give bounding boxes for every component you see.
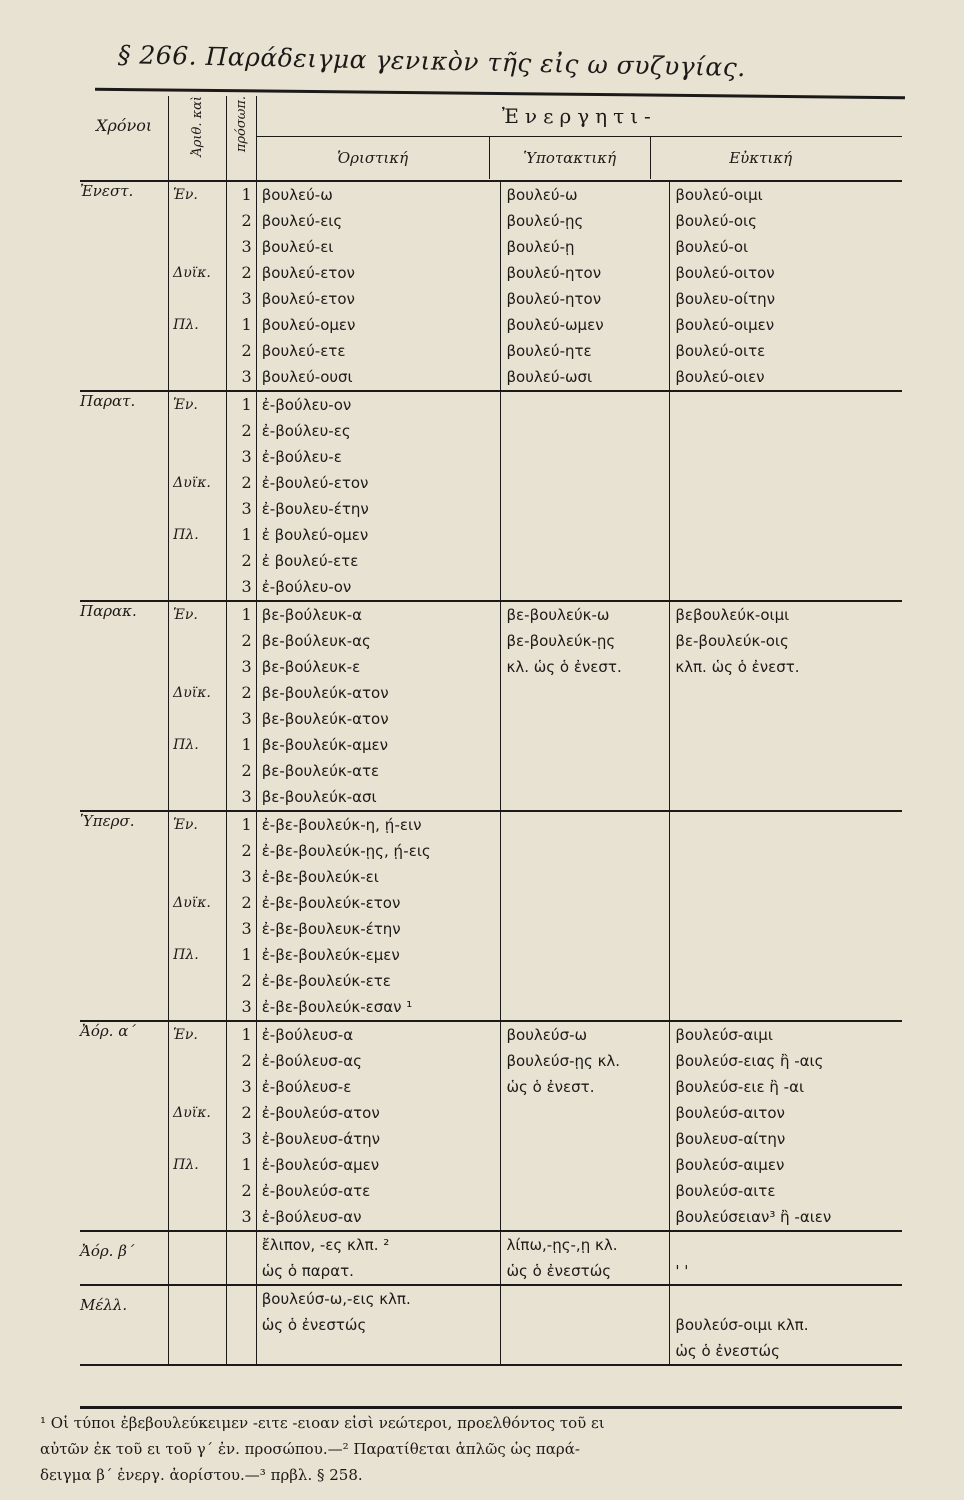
person-number: 2 [241, 211, 252, 230]
indicative-form: βουλεύ-εις [261, 212, 343, 230]
person-number: 2 [241, 1051, 252, 1070]
person-number: 2 [241, 341, 252, 360]
persons-column [227, 601, 257, 811]
footnote-line: δειγμα β΄ ἐνεργ. ἀορίστου.—³ πρβλ. § 258. [40, 1466, 363, 1484]
numbers-column [169, 1285, 227, 1365]
tense-label: Παρακ. [80, 601, 169, 811]
indicative-form: ἐ-βε-βουλεύκ-η, ῄ-ειν [261, 816, 422, 834]
tense-label: Ἀόρ. β΄ [80, 1231, 169, 1285]
optative-form: βουλεύ-οιτε [675, 342, 766, 360]
optative-column [670, 1285, 902, 1365]
number-label [169, 628, 226, 654]
number-label [169, 838, 226, 864]
header-active-voice: Ἐνεργητι- [257, 96, 902, 137]
subjunctive-form: λίπω,-ῃς-,ῃ κλ. [506, 1236, 618, 1254]
number-label [169, 208, 226, 234]
person-number: 3 [241, 867, 252, 886]
indicative-form: ἐ-βουλεύ-ετον [261, 474, 369, 492]
tense-label: Ἀόρ. α΄ [80, 1021, 169, 1231]
person-number: 3 [241, 709, 252, 728]
number-label: Πλ. [173, 947, 199, 963]
header-active [256, 96, 902, 181]
persons-column [227, 1021, 257, 1231]
indicative-form: ἐ-βούλευσ-α [261, 1026, 354, 1044]
person-number: 2 [241, 971, 252, 990]
optative-form [670, 680, 902, 706]
number-label [169, 1204, 226, 1230]
number-label [169, 1338, 226, 1364]
optative-form [670, 392, 902, 418]
optative-form: βουλεύ-οιτον [675, 264, 775, 282]
number-label [169, 706, 226, 732]
optative-form: κλπ. ὡς ὁ ἐνεστ. [675, 658, 800, 676]
persons-column [227, 1231, 257, 1285]
subjunctive-form [501, 812, 669, 838]
subjunctive-form: βουλεύ-ητον [506, 290, 602, 308]
person-number: 2 [241, 1103, 252, 1122]
tense-label: Παρατ. [80, 391, 169, 601]
tense-label: Μέλλ. [80, 1285, 169, 1365]
number-label [169, 994, 226, 1020]
subjunctive-form [501, 890, 669, 916]
subjunctive-form [501, 444, 669, 470]
indicative-form: ἐ-βούλευ-ον [261, 396, 352, 414]
optative-form [670, 784, 902, 810]
optative-form: βουλεύσ-ειας ἢ -αις [675, 1052, 824, 1070]
optative-form [670, 916, 902, 942]
tense-label: Ἐνεστ. [80, 181, 169, 391]
number-label [169, 338, 226, 364]
subjunctive-column [501, 391, 670, 601]
number-label [169, 968, 226, 994]
page-title: § 266. Παράδειγμα γενικὸν τῆς εἰς ω συζυγίας. [117, 40, 747, 83]
person-number: 3 [241, 1077, 252, 1096]
persons-column [227, 181, 257, 391]
indicative-form: βουλεύ-ω [261, 186, 333, 204]
person-number: 3 [241, 577, 252, 596]
indicative-column [256, 1231, 501, 1285]
subjunctive-form [501, 522, 669, 548]
indicative-form: βουλεύ-ετον [261, 264, 355, 282]
optative-form: βουλεύσ-ειε ἢ -αι [675, 1078, 805, 1096]
subjunctive-form: βουλεύ-ῃς [506, 212, 584, 230]
person-number: 3 [241, 237, 252, 256]
optative-form: βουλεύσ-αιτε [675, 1182, 776, 1200]
indicative-form: βουλεύ-ετε [261, 342, 346, 360]
person-number: 3 [241, 997, 252, 1016]
indicative-form [257, 1338, 501, 1364]
indicative-form: βε-βουλεύκ-ασι [261, 788, 377, 806]
indicative-form: ἐ-βε-βουλευκ-έτην [261, 920, 401, 938]
indicative-form: βουλεύ-ουσι [261, 368, 353, 386]
header-row [80, 96, 902, 181]
optative-column [670, 601, 902, 811]
subjunctive-form: βουλεύ-ω [506, 186, 578, 204]
numbers-column [169, 1231, 227, 1285]
person-number [227, 1232, 256, 1258]
number-label: Δυϊκ. [173, 475, 211, 491]
subjunctive-form: βουλεύ-ωσι [506, 368, 593, 386]
footnote-line: ¹ Οἱ τύποι ἐβεβουλεύκειμεν -ειτε -ειοαν εἰσὶ νεώτεροι, προελθόντος τοῦ ει [40, 1414, 605, 1432]
subjunctive-form [501, 784, 669, 810]
indicative-form: ἐ-βε-βουλεύκ-ει [261, 868, 379, 886]
subjunctive-form [501, 548, 669, 574]
number-label [169, 1074, 226, 1100]
number-label [169, 1258, 226, 1284]
person-number: 3 [241, 787, 252, 806]
numbers-column [169, 1021, 227, 1231]
optative-column [670, 181, 902, 391]
subjunctive-form: βουλεύσ-ω [506, 1026, 588, 1044]
indicative-form: ὡς ὁ παρατ. [261, 1262, 354, 1280]
indicative-form: βε-βουλεύκ-αμεν [261, 736, 389, 754]
optative-form: βουλευσ-αίτην [675, 1130, 786, 1148]
number-label [169, 1286, 226, 1312]
person-number: 2 [241, 263, 252, 282]
person-number: 3 [241, 367, 252, 386]
subjunctive-form [501, 916, 669, 942]
optative-form: βουλεύσειαν³ ἢ -αιεν [675, 1208, 832, 1226]
number-label [169, 784, 226, 810]
subjunctive-column [501, 1285, 670, 1365]
indicative-form: ἐ-βούλευ-ε [261, 448, 342, 466]
person-number: 1 [241, 605, 252, 624]
optative-form [670, 968, 902, 994]
optative-form [670, 418, 902, 444]
indicative-column [256, 181, 501, 391]
footnotes [40, 1410, 930, 1488]
optative-form: βεβουλεύκ-οιμι [675, 606, 790, 624]
indicative-form: βε-βούλευκ-ας [261, 632, 371, 650]
tense-section [80, 1021, 902, 1231]
person-number: 2 [241, 893, 252, 912]
optative-form: βουλεύσ-αιμεν [675, 1156, 785, 1174]
subjunctive-column [501, 811, 670, 1021]
person-number: 3 [241, 289, 252, 308]
person-number [227, 1258, 256, 1284]
indicative-form: ἐ-βουλεύσ-αμεν [261, 1156, 380, 1174]
number-label [169, 1048, 226, 1074]
indicative-form: ἐ βουλεύ-ετε [261, 552, 359, 570]
indicative-form: ἐ-βουλεύσ-ατε [261, 1182, 371, 1200]
optative-form [670, 522, 902, 548]
persons-column [227, 811, 257, 1021]
optative-form: βουλευ-οίτην [675, 290, 775, 308]
number-label: Δυϊκ. [173, 1105, 211, 1121]
number-label [169, 758, 226, 784]
persons-column [227, 1285, 257, 1365]
subjunctive-form [501, 706, 669, 732]
person-number: 1 [241, 315, 252, 334]
optative-form: ' ' [675, 1262, 689, 1280]
number-label [169, 364, 226, 390]
person-number [227, 1338, 256, 1364]
tense-section [80, 601, 902, 811]
subjunctive-form [501, 680, 669, 706]
tense-section [80, 1285, 902, 1365]
person-number: 3 [241, 447, 252, 466]
indicative-form: ἐ-βε-βουλεύκ-εσαν ¹ [261, 998, 413, 1016]
optative-form: βουλεύ-οιεν [675, 368, 765, 386]
optative-form [670, 890, 902, 916]
conjugation-table [80, 96, 902, 1366]
indicative-form: ἐ-βούλευ-ες [261, 422, 351, 440]
subjunctive-column [501, 1021, 670, 1231]
subjunctive-form: βε-βουλεύκ-ω [506, 606, 610, 624]
subjunctive-form: βουλεύ-ητε [506, 342, 592, 360]
subjunctive-column [501, 1231, 670, 1285]
indicative-form: ἐ-βούλευσ-ας [261, 1052, 362, 1070]
numbers-column [169, 811, 227, 1021]
number-label [169, 496, 226, 522]
optative-form: βουλεύ-οιμεν [675, 316, 775, 334]
person-number [227, 1312, 256, 1338]
indicative-form: ἐ-βούλευσ-αν [261, 1208, 362, 1226]
indicative-form: βε-βουλεύκ-ατον [261, 710, 389, 728]
subjunctive-form: ὡς ὁ ἐνεστ. [506, 1078, 595, 1096]
subjunctive-form [501, 994, 669, 1020]
person-number [227, 1286, 256, 1312]
person-number: 1 [241, 945, 252, 964]
subjunctive-form [501, 758, 669, 784]
number-label [169, 418, 226, 444]
subjunctive-form [501, 864, 669, 890]
indicative-form: ἐ βουλεύ-ομεν [261, 526, 369, 544]
subjunctive-form [501, 392, 669, 418]
header-optative: Εὐκτική [729, 149, 793, 167]
subjunctive-form: βουλεύ-ητον [506, 264, 602, 282]
number-label: Πλ. [173, 1157, 199, 1173]
person-number: 1 [241, 1025, 252, 1044]
person-number: 2 [241, 1181, 252, 1200]
number-label [169, 286, 226, 312]
subjunctive-form [501, 496, 669, 522]
optative-form [670, 548, 902, 574]
optative-form: βουλεύσ-οιμι κλπ. [675, 1316, 809, 1334]
optative-form [670, 1232, 902, 1258]
persons-column [227, 391, 257, 601]
optative-form [670, 470, 902, 496]
person-number: 2 [241, 683, 252, 702]
indicative-column [256, 1285, 501, 1365]
tense-section [80, 811, 902, 1021]
person-number: 2 [241, 841, 252, 860]
subjunctive-form [501, 418, 669, 444]
number-label: Ἑν. [173, 187, 198, 203]
optative-form [670, 444, 902, 470]
indicative-form: ἐ-βουλεύσ-ατον [261, 1104, 380, 1122]
indicative-column [256, 811, 501, 1021]
indicative-form: ἐ-βε-βουλεύκ-ετον [261, 894, 401, 912]
tense-section [80, 391, 902, 601]
subjunctive-form [501, 838, 669, 864]
number-label: Δυϊκ. [173, 685, 211, 701]
indicative-form: βουλεύσ-ω,-εις κλπ. [261, 1290, 411, 1308]
person-number: 1 [241, 1155, 252, 1174]
person-number: 2 [241, 421, 252, 440]
number-label [169, 1232, 226, 1258]
person-number: 3 [241, 919, 252, 938]
subjunctive-form: βουλεύσ-ῃς κλ. [506, 1052, 621, 1070]
subjunctive-form [501, 942, 669, 968]
header-subjunctive: Ὑποτακτική [490, 137, 651, 179]
person-number: 3 [241, 1207, 252, 1226]
indicative-form: βε-βουλεύκ-ατε [261, 762, 380, 780]
subjunctive-form [501, 1312, 669, 1338]
person-number: 2 [241, 761, 252, 780]
person-number: 3 [241, 499, 252, 518]
optative-column [670, 1021, 902, 1231]
indicative-column [256, 391, 501, 601]
optative-form: βουλεύσ-αιμι [675, 1026, 773, 1044]
number-label: Πλ. [173, 317, 199, 333]
optative-column [670, 1231, 902, 1285]
number-label [169, 654, 226, 680]
optative-form [670, 838, 902, 864]
subjunctive-form [501, 1178, 669, 1204]
footnote-line: αὐτῶν ἐκ τοῦ ει τοῦ γ΄ ἐν. προσώπου.—² Παρατίθεται ἁπλῶς ὡς παρά- [40, 1440, 580, 1458]
optative-form: βουλεύσ-αιτον [675, 1104, 785, 1122]
number-label [169, 548, 226, 574]
person-number: 1 [241, 735, 252, 754]
subjunctive-form [501, 1286, 669, 1312]
header-tense: Χρόνοι [80, 96, 169, 181]
indicative-column [256, 1021, 501, 1231]
subjunctive-form [501, 574, 669, 600]
header-number: Ἀριθ. καὶ [169, 96, 227, 181]
subjunctive-form: βουλεύ-ωμεν [506, 316, 604, 334]
number-label: Δυϊκ. [173, 265, 211, 281]
indicative-form: ἔλιπον, -ες κλπ. ² [261, 1236, 390, 1254]
number-label: Δυϊκ. [173, 895, 211, 911]
optative-form [670, 496, 902, 522]
optative-column [670, 811, 902, 1021]
indicative-form: βε-βούλευκ-α [261, 606, 363, 624]
subjunctive-form [501, 470, 669, 496]
number-label [169, 574, 226, 600]
optative-form: βουλεύ-οιμι [675, 186, 763, 204]
subjunctive-form: ὡς ὁ ἐνεστώς [506, 1262, 612, 1280]
indicative-form: βουλεύ-ομεν [261, 316, 356, 334]
person-number: 3 [241, 657, 252, 676]
person-number: 2 [241, 473, 252, 492]
table-body [80, 181, 902, 1365]
number-label: Πλ. [173, 737, 199, 753]
optative-form [670, 1286, 902, 1312]
person-number: 2 [241, 631, 252, 650]
indicative-form: ἐ-βουλευ-έτην [261, 500, 369, 518]
indicative-form: ἐ-βουλευσ-άτην [261, 1130, 381, 1148]
indicative-form: ἐ-βε-βουλεύκ-ετε [261, 972, 391, 990]
numbers-column [169, 181, 227, 391]
optative-form [670, 732, 902, 758]
person-number: 1 [241, 525, 252, 544]
optative-form [670, 706, 902, 732]
number-label: Ἑν. [173, 1027, 198, 1043]
optative-form [670, 758, 902, 784]
subjunctive-form [501, 1338, 669, 1364]
optative-form [670, 574, 902, 600]
number-label [169, 234, 226, 260]
optative-form: ὡς ὁ ἐνεστώς [675, 1342, 780, 1360]
number-label: Ἑν. [173, 397, 198, 413]
numbers-column [169, 601, 227, 811]
subjunctive-column [501, 181, 670, 391]
number-label [169, 1312, 226, 1338]
optative-form [670, 994, 902, 1020]
indicative-form: ἐ-βούλευσ-ε [261, 1078, 352, 1096]
subjunctive-form [501, 732, 669, 758]
subjunctive-form [501, 1100, 669, 1126]
subjunctive-form [501, 1152, 669, 1178]
header-person: πρόσωπ. [227, 96, 257, 181]
number-label [169, 864, 226, 890]
number-label: Ἑν. [173, 817, 198, 833]
number-label: Πλ. [173, 527, 199, 543]
number-label [169, 1126, 226, 1152]
subjunctive-column [501, 601, 670, 811]
subjunctive-form: βουλεύ-ῃ [506, 238, 575, 256]
subjunctive-form: βε-βουλεύκ-ῃς [506, 632, 616, 650]
optative-form: βουλεύ-οι [675, 238, 749, 256]
indicative-column [256, 601, 501, 811]
header-indicative: Ὁριστική [257, 137, 490, 179]
optative-form [670, 942, 902, 968]
footnote-rule [80, 1406, 902, 1409]
optative-form: βε-βουλεύκ-οις [675, 632, 789, 650]
person-number: 1 [241, 395, 252, 414]
tense-section [80, 1231, 902, 1285]
subjunctive-form [501, 1204, 669, 1230]
indicative-form: βε-βουλεύκ-ατον [261, 684, 389, 702]
optative-form [670, 812, 902, 838]
person-number: 1 [241, 185, 252, 204]
indicative-form: ἐ-βε-βουλεύκ-εμεν [261, 946, 400, 964]
indicative-form: βε-βούλευκ-ε [261, 658, 361, 676]
indicative-form: ἐ-βούλευ-ον [261, 578, 352, 596]
subjunctive-form [501, 968, 669, 994]
number-label: Ἑν. [173, 607, 198, 623]
tense-section [80, 181, 902, 391]
optative-form [670, 864, 902, 890]
numbers-column [169, 391, 227, 601]
subjunctive-form: κλ. ὡς ὁ ἐνεστ. [506, 658, 622, 676]
person-number: 2 [241, 551, 252, 570]
optative-column [670, 391, 902, 601]
indicative-form: ἐ-βε-βουλεύκ-ῃς, ῄ-εις [261, 842, 431, 860]
tense-label: Ὑπερσ. [80, 811, 169, 1021]
optative-form: βουλεύ-οις [675, 212, 757, 230]
indicative-form: ὡς ὁ ἐνεστώς [261, 1316, 367, 1334]
person-number: 3 [241, 1129, 252, 1148]
subjunctive-form [501, 1126, 669, 1152]
person-number: 1 [241, 815, 252, 834]
indicative-form: βουλεύ-ει [261, 238, 334, 256]
number-label [169, 916, 226, 942]
number-label [169, 444, 226, 470]
indicative-form: βουλεύ-ετον [261, 290, 355, 308]
number-label [169, 1178, 226, 1204]
